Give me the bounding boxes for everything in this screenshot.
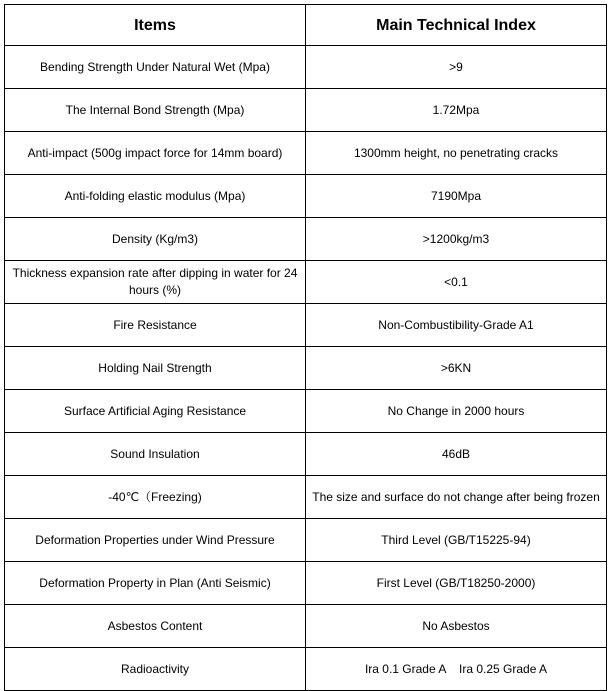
header-row — [5, 5, 607, 46]
index-cell: Non-Combustibility-Grade A1 — [306, 304, 607, 347]
table-row — [5, 132, 607, 175]
table-header — [5, 5, 607, 46]
item-cell: Bending Strength Under Natural Wet (Mpa) — [5, 46, 306, 89]
table-row — [5, 46, 607, 89]
item-cell: Surface Artificial Aging Resistance — [5, 390, 306, 433]
index-cell: 46dB — [306, 433, 607, 476]
items-column-header: Items — [5, 5, 306, 46]
item-cell: Deformation Property in Plan (Anti Seismic) — [5, 562, 306, 605]
index-cell: First Level (GB/T18250-2000) — [306, 562, 607, 605]
table-row — [5, 562, 607, 605]
item-cell: Holding Nail Strength — [5, 347, 306, 390]
technical-index-column-header: Main Technical Index — [306, 5, 607, 46]
item-cell: Sound Insulation — [5, 433, 306, 476]
table-row — [5, 218, 607, 261]
item-cell: Radioactivity — [5, 648, 306, 691]
item-cell: Fire Resistance — [5, 304, 306, 347]
index-cell: No Change in 2000 hours — [306, 390, 607, 433]
index-cell: >1200kg/m3 — [306, 218, 607, 261]
table-row — [5, 304, 607, 347]
index-cell: 7190Mpa — [306, 175, 607, 218]
table-body — [5, 46, 607, 691]
table-row — [5, 261, 607, 304]
item-cell: Anti-impact (500g impact force for 14mm board) — [5, 132, 306, 175]
index-cell: No Asbestos — [306, 605, 607, 648]
item-cell: Density (Kg/m3) — [5, 218, 306, 261]
technical-index-table — [4, 4, 607, 691]
item-cell: Deformation Properties under Wind Pressure — [5, 519, 306, 562]
index-cell: 1.72Mpa — [306, 89, 607, 132]
index-cell: >9 — [306, 46, 607, 89]
table-row — [5, 347, 607, 390]
index-cell: Third Level (GB/T15225-94) — [306, 519, 607, 562]
index-cell: The size and surface do not change after being frozen — [306, 476, 607, 519]
item-cell: Thickness expansion rate after dipping in water for 24 hours (%) — [5, 261, 306, 304]
item-cell: -40℃（Freezing) — [5, 476, 306, 519]
index-cell: >6KN — [306, 347, 607, 390]
table-row — [5, 390, 607, 433]
item-cell: The Internal Bond Strength (Mpa) — [5, 89, 306, 132]
table-row — [5, 89, 607, 132]
table-row — [5, 605, 607, 648]
index-cell: 1300mm height, no penetrating cracks — [306, 132, 607, 175]
index-cell: <0.1 — [306, 261, 607, 304]
table-row — [5, 519, 607, 562]
table-row — [5, 476, 607, 519]
table-row — [5, 175, 607, 218]
table-row — [5, 648, 607, 691]
item-cell: Asbestos Content — [5, 605, 306, 648]
item-cell: Anti-folding elastic modulus (Mpa) — [5, 175, 306, 218]
index-cell: Ira 0.1 Grade A Ira 0.25 Grade A — [306, 648, 607, 691]
table-row — [5, 433, 607, 476]
